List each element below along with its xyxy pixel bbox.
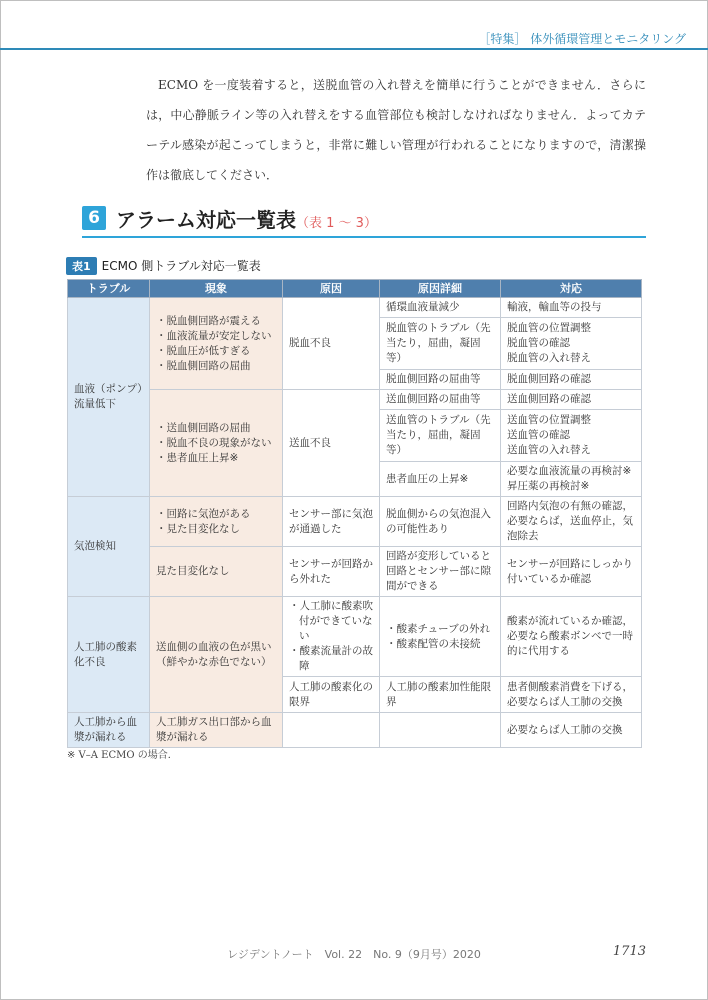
cause-cell: 脱血不良 — [283, 298, 380, 390]
cause-cell: 送血不良 — [283, 390, 380, 497]
table-row — [68, 547, 642, 597]
action-cell: 必要ならば人工肺の交換 — [501, 713, 642, 748]
list-item: ・ 見た目変化なし — [156, 522, 276, 537]
col-header-action: 対応 — [501, 280, 642, 298]
cause-detail-cell: 送血管のトラブル（先当たり，屈曲，凝固等） — [380, 410, 501, 462]
cause-cell: センサー部に気泡が通過した — [283, 497, 380, 547]
phenomenon-cell — [150, 390, 283, 497]
action-cell — [501, 318, 642, 370]
table-row — [68, 298, 642, 318]
table-title: ECMO 側トラブル対応一覧表 — [101, 259, 261, 273]
action-line: 脱血管の確認 — [507, 337, 570, 349]
cause-detail-list — [386, 622, 494, 652]
action-cell — [501, 462, 642, 497]
list-item: ・ 脱血側回路が震える — [156, 314, 276, 329]
cause-detail-cell: 循環血液量減少 — [380, 298, 501, 318]
action-line: 必要な血液流量の再検討※ — [507, 465, 632, 477]
cause-detail-cell: 送血側回路の屈曲等 — [380, 390, 501, 410]
action-cell: 脱血側回路の確認 — [501, 370, 642, 390]
cause-detail-cell: 回路が変形していると回路とセンサー部に隙間ができる — [380, 547, 501, 597]
list-item: ・ 脱血圧が低すぎる — [156, 344, 276, 359]
section-rule — [82, 236, 646, 238]
list-item: ・ 送血側回路の屈曲 — [156, 421, 276, 436]
action-cell: 酸素が流れているか確認，必要なら酸素ボンベで一時的に代用する — [501, 597, 642, 677]
list-item: ・ 血液流量が安定しない — [156, 329, 276, 344]
action-line: 送血管の位置調整 — [507, 414, 591, 426]
cause-detail-cell: 患者血圧の上昇※ — [380, 462, 501, 497]
table-row — [68, 497, 642, 547]
intro-paragraph: ECMO を一度装着すると，送脱血管の入れ替えを簡単に行うことができません．さらには，中心静脈ライン等の入れ替えをする血管部位も検討しなければなりません．よってカテーテル感染が起こってしまうと，非常に難しい管理が行われることになりますので，清潔操作は徹底してください． — [146, 78, 646, 182]
section-table-ref: （表 1 ～ 3） — [296, 216, 377, 231]
action-cell: 回路内気泡の有無の確認，必要ならば，送血停止，気泡除去 — [501, 497, 642, 547]
cause-detail-cell: 脱血管のトラブル（先当たり，屈曲，凝固等） — [380, 318, 501, 370]
phenomenon-list — [156, 314, 276, 374]
action-cell — [501, 410, 642, 462]
footer-journal-info: レジデントノート Vol. 22 No. 9（9月号）2020 — [227, 948, 481, 961]
cause-detail-cell: 脱血側からの気泡混入の可能性あり — [380, 497, 501, 547]
list-item: ・ 酸素チューブの外れ — [386, 622, 494, 637]
trouble-cell-oxygenation: 人工肺の酸素化不良 — [68, 597, 150, 713]
col-header-trouble: トラブル — [68, 280, 150, 298]
trouble-cell-plasma-leak: 人工肺から血漿が漏れる — [68, 713, 150, 748]
cause-detail-cell: 脱血側回路の屈曲等 — [380, 370, 501, 390]
running-header: ［特集］ 体外循環管理とモニタリング — [478, 32, 686, 46]
action-cell: センサーが回路にしっかり付いているか確認 — [501, 547, 642, 597]
col-header-cause-detail: 原因詳細 — [380, 280, 501, 298]
phenomenon-cell — [150, 298, 283, 390]
cause-detail-cell — [380, 713, 501, 748]
phenomenon-cell — [150, 497, 283, 547]
section-title — [116, 204, 377, 233]
trouble-cell-blood-flow: 血液（ポンプ）流量低下 — [68, 298, 150, 497]
action-line: 脱血管の入れ替え — [507, 352, 591, 364]
page-number: 1713 — [612, 944, 646, 959]
table-row — [68, 713, 642, 748]
phenomenon-list — [156, 507, 276, 537]
action-cell: 患者側酸素消費を下げる，必要ならば人工肺の交換 — [501, 677, 642, 713]
list-item: ・ 人工肺に酸素吹付ができていない — [289, 599, 373, 644]
action-line: 送血管の確認 — [507, 429, 570, 441]
phenomenon-cell: 人工肺ガス出口部から血漿が漏れる — [150, 713, 283, 748]
action-cell: 輸液，輸血等の投与 — [501, 298, 642, 318]
col-header-phenomenon: 現象 — [150, 280, 283, 298]
table-row — [68, 597, 642, 677]
section-number-badge: 6 — [82, 206, 106, 230]
list-item: ・ 酸素配管の未接続 — [386, 637, 494, 652]
section-title-text: アラーム対応一覧表 — [116, 208, 296, 232]
table-header-row — [68, 280, 642, 298]
action-line: 脱血管の位置調整 — [507, 322, 591, 334]
col-header-cause: 原因 — [283, 280, 380, 298]
list-item: ・ 回路に気泡がある — [156, 507, 276, 522]
phenomenon-cell: 送血側の血液の色が黒い（鮮やかな赤色でない） — [150, 597, 283, 713]
trouble-cell-bubble: 気泡検知 — [68, 497, 150, 597]
ecmo-trouble-table — [67, 279, 642, 748]
list-item: ・ 酸素流量計の故障 — [289, 644, 373, 674]
cause-list — [289, 599, 373, 674]
cause-cell: センサーが回路から外れた — [283, 547, 380, 597]
phenomenon-cell: 見た目変化なし — [150, 547, 283, 597]
cause-cell — [283, 713, 380, 748]
table-row — [68, 390, 642, 410]
cause-detail-cell: 人工肺の酸素加性能限界 — [380, 677, 501, 713]
cause-cell: 人工肺の酸素化の限界 — [283, 677, 380, 713]
table-caption — [66, 257, 261, 275]
cause-detail-cell — [380, 597, 501, 677]
list-item: ・ 脱血不良の現象がない — [156, 436, 276, 451]
action-line: 昇圧薬の再検討※ — [507, 480, 590, 492]
list-item: ・ 患者血圧上昇※ — [156, 451, 276, 466]
cause-cell — [283, 597, 380, 677]
section-heading — [82, 206, 646, 238]
action-line: 送血管の入れ替え — [507, 444, 591, 456]
action-cell: 送血側回路の確認 — [501, 390, 642, 410]
list-item: ・ 脱血側回路の屈曲 — [156, 359, 276, 374]
table-number-badge: 表1 — [66, 257, 97, 275]
phenomenon-list — [156, 421, 276, 466]
table-footnote: ※ V–A ECMO の場合． — [67, 750, 178, 761]
header-rule — [0, 48, 708, 50]
